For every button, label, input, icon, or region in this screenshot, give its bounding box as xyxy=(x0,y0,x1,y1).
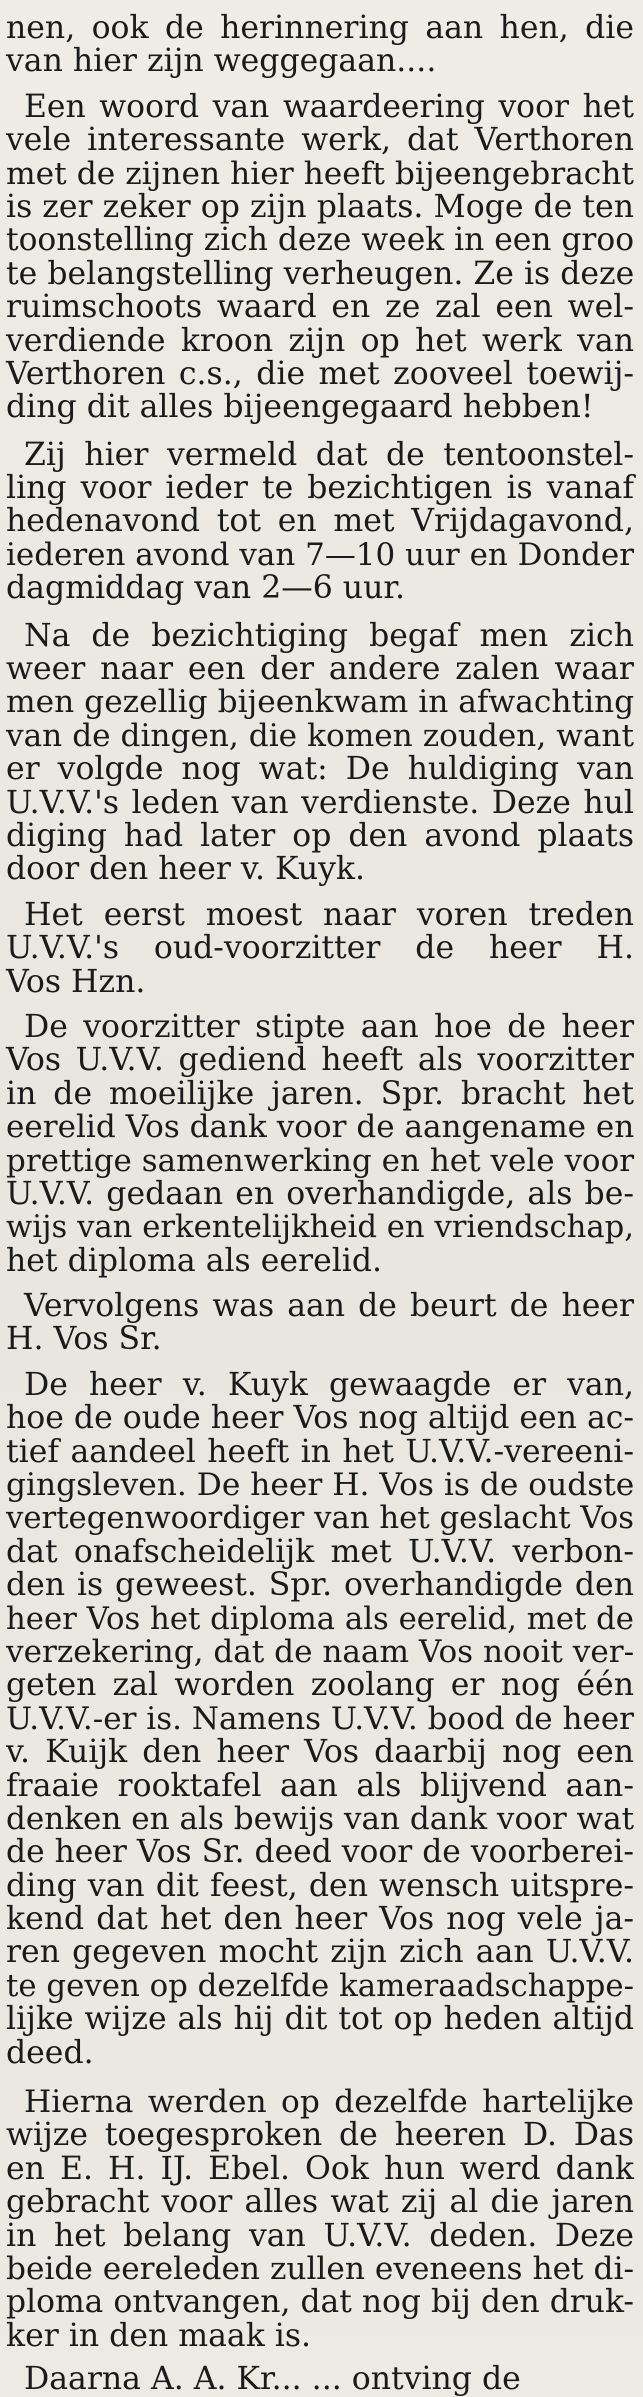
text-line: Het eerst moest naar voren treden xyxy=(24,896,634,933)
text-line: lijke wijze als hij dit tot op heden altijd xyxy=(6,2001,634,2038)
text-line: gingsleven. De heer H. Vos is de oudste xyxy=(6,1467,635,1504)
text-line: eerelid Vos dank voor de aangename en xyxy=(6,1109,635,1146)
text-line: iederen avond van 7—10 uur en Donder xyxy=(6,536,634,573)
text-line: Zij hier vermeld dat de tentoonstel- xyxy=(24,436,634,473)
text-line: in de moeilijke jaren. Spr. bracht het xyxy=(6,1075,634,1112)
paragraph xyxy=(6,896,634,1000)
text-line: dat onafscheidelijk met U.V.V. verbon- xyxy=(6,1533,634,1570)
text-line: ling voor ieder te bezichtigen is vanaf xyxy=(6,470,634,507)
text-line: Een woord van waardeering voor het xyxy=(24,88,634,125)
text-line: H. Vos Sr. xyxy=(6,1321,162,1358)
text-line: er volgde nog wat: De huldiging van xyxy=(6,751,634,788)
text-line: heer Vos het diploma als eerelid, met de xyxy=(6,1600,634,1637)
text-line: U.V.V.-er is. Namens U.V.V. bood de heer xyxy=(6,1700,634,1737)
text-line: weer naar een der andere zalen waar xyxy=(6,651,634,688)
text-line: toonstelling zich deze week in een groo xyxy=(6,222,635,259)
text-line: het diploma als eerelid. xyxy=(6,1242,383,1279)
text-line: verdiende kroon zijn op het werk van xyxy=(6,322,634,359)
text-line: Hierna werden op dezelfde hartelijke xyxy=(24,2084,634,2121)
text-line: ren gegeven mocht zijn zich aan U.V.V. xyxy=(6,1934,634,1971)
text-line: te geven op dezelfde kameraadschappe- xyxy=(6,1967,634,2004)
text-line: verzekering, dat de naam Vos nooit ver- xyxy=(6,1633,635,1670)
text-line: De voorzitter stipte aan hoe de heer xyxy=(24,1008,634,1045)
text-line: ruimschoots waard en ze zal een wel- xyxy=(6,289,634,326)
paragraph xyxy=(6,1366,635,2071)
text-line: Vervolgens was aan de beurt de heer xyxy=(24,1288,634,1325)
text-line: ding van dit feest, den wensch uitspre- xyxy=(6,1867,634,1904)
text-line: vele interessante werk, dat Verthoren xyxy=(6,122,634,159)
text-line: wijze toegesproken de heeren D. Das xyxy=(6,2117,634,2154)
paragraph xyxy=(6,2086,634,2353)
paragraph xyxy=(6,88,635,426)
text-line: geten zal worden zoolang er nog één xyxy=(6,1667,634,1704)
text-line: hedenavond tot en met Vrijdagavond, xyxy=(6,503,634,540)
text-line: De heer v. Kuyk gewaagde er van, xyxy=(24,1366,634,1403)
text-line: diging had later op den avond plaats xyxy=(6,817,634,854)
text-line: prettige samenwerking en het vele voor xyxy=(6,1142,634,1179)
text-line: Vos Hzn. xyxy=(6,963,146,1000)
text-line: Verthoren c.s., die met zooveel toewij- xyxy=(6,355,634,392)
paragraph xyxy=(6,1008,635,1279)
text-line: door den heer v. Kuyk. xyxy=(6,851,366,888)
text-line: in het belang van U.V.V. deden. Deze xyxy=(6,2217,634,2254)
paragraph xyxy=(6,436,634,607)
text-line: gebracht voor alles wat zij al die jaren xyxy=(6,2184,634,2221)
paragraph xyxy=(6,617,635,888)
text-line: te belangstelling verheugen. Ze is deze xyxy=(6,255,635,292)
paragraph xyxy=(6,1290,634,1357)
text-line: van de dingen, die komen zouden, want xyxy=(6,717,634,754)
text-line: U.V.V.'s oud-voorzitter de heer H. xyxy=(6,930,634,967)
paragraph xyxy=(6,12,634,79)
text-line: denken en als bewijs van dank voor wat xyxy=(6,1800,635,1837)
text-line: hoe de oude heer Vos nog altijd een ac- xyxy=(6,1400,635,1437)
text-line: de heer Vos Sr. deed voor de voorberei- xyxy=(6,1834,634,1871)
text-line: is zer zeker op zijn plaats. Moge de ten xyxy=(6,188,634,225)
text-line: ker in den maak is. xyxy=(6,2317,312,2354)
text-line: men gezellig bijeenkwam in afwachting xyxy=(6,684,635,721)
text-line: U.V.V.'s leden van verdienste. Deze hul xyxy=(6,784,634,821)
article-column xyxy=(6,0,634,2397)
text-line: Na de bezichtiging begaf men zich xyxy=(24,617,634,654)
text-line: fraaie rooktafel aan als blijvend aan- xyxy=(6,1767,634,1804)
text-line: beide eereleden zullen eveneens het di- xyxy=(6,2251,634,2287)
text-line: met de zijnen hier heeft bijeengebracht xyxy=(6,155,634,192)
text-line: v. Kuijk den heer Vos daarbij nog een xyxy=(6,1734,634,1771)
text-line: van hier zijn weggegaan.... xyxy=(6,43,437,80)
text-line: Vos U.V.V. gediend heeft als voorzitter xyxy=(6,1042,634,1079)
text-line: en E. H. IJ. Ebel. Ook hun werd dank xyxy=(6,2150,634,2187)
text-line: wijs van erkentelijkheid en vriendschap, xyxy=(6,1210,634,1246)
text-line: dagmiddag van 2—6 uur. xyxy=(6,570,405,607)
text-line: nen, ook de herinnering aan hen, die xyxy=(6,10,634,46)
text-line: deed. xyxy=(6,2034,94,2071)
text-line: den is geweest. Spr. overhandigde den xyxy=(6,1567,634,1604)
text-line: kend dat het den heer Vos nog vele ja- xyxy=(6,1901,634,1938)
paragraph xyxy=(6,2363,634,2396)
text-line: tief aandeel heeft in het U.V.V.-vereeni- xyxy=(6,1433,634,1470)
text-line: U.V.V. gedaan en overhandigde, als be- xyxy=(6,1175,634,1212)
text-line: vertegenwoordiger van het geslacht Vos xyxy=(6,1500,634,1537)
text-line: ding dit alles bijeengegaard hebben! xyxy=(6,389,594,426)
text-line: Daarna A. A. Kr... ... ontving de xyxy=(24,2361,521,2397)
text-line: ploma ontvangen, dat nog bij den druk- xyxy=(6,2284,634,2321)
